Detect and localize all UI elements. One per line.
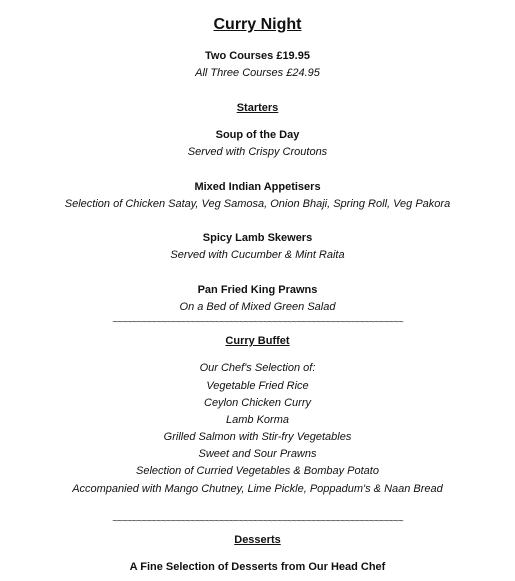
price-three-courses: All Three Courses £24.95 — [195, 67, 320, 79]
curry-buffet-intro: Our Chef's Selection of: — [199, 362, 316, 374]
price-two-courses: Two Courses £19.95 — [205, 50, 310, 62]
curry-buffet-item: Lamb Korma — [226, 414, 289, 426]
menu-title: Curry Night — [213, 16, 302, 33]
curry-buffet-item: Vegetable Fried Rice — [206, 380, 309, 392]
starters-heading: Starters — [236, 102, 279, 114]
curry-buffet-item: Grilled Salmon with Stir-fry Vegetables — [163, 431, 352, 443]
starter-item-description: Served with Cucumber & Mint Raita — [170, 249, 345, 261]
section-divider: ~~~~~~~~~~~~~~~~~~~~~~~~~~~~~~~~~~~~~~~~~~~~~~~~~~~~~~~~~~~~ — [112, 516, 403, 527]
curry-buffet-item: Selection of Curried Vegetables & Bombay Potato — [136, 465, 379, 477]
starter-item-description: Served with Crispy Croutons — [187, 146, 328, 158]
starter-item-description: Selection of Chicken Satay, Veg Samosa, Onion Bhaji, Spring Roll, Veg Pakora — [64, 198, 451, 210]
starter-item-description: On a Bed of Mixed Green Salad — [179, 301, 336, 313]
section-divider: ~~~~~~~~~~~~~~~~~~~~~~~~~~~~~~~~~~~~~~~~~~~~~~~~~~~~~~~~~~~~ — [112, 317, 403, 328]
starter-item-name: Pan Fried King Prawns — [197, 284, 318, 296]
curry-buffet-item: Sweet and Sour Prawns — [198, 448, 317, 460]
curry-buffet-item: Accompanied with Mango Chutney, Lime Pickle, Poppadum's & Naan Bread — [72, 483, 443, 495]
desserts-heading: Desserts — [234, 534, 281, 546]
starter-item-name: Mixed Indian Appetisers — [194, 181, 321, 193]
starter-item-name: Soup of the Day — [215, 129, 300, 141]
starter-item-name: Spicy Lamb Skewers — [202, 232, 313, 244]
curry-buffet-item: Ceylon Chicken Curry — [204, 397, 311, 409]
curry-buffet-heading: Curry Buffet — [225, 335, 290, 347]
desserts-description: A Fine Selection of Desserts from Our Head Chef — [129, 561, 386, 573]
